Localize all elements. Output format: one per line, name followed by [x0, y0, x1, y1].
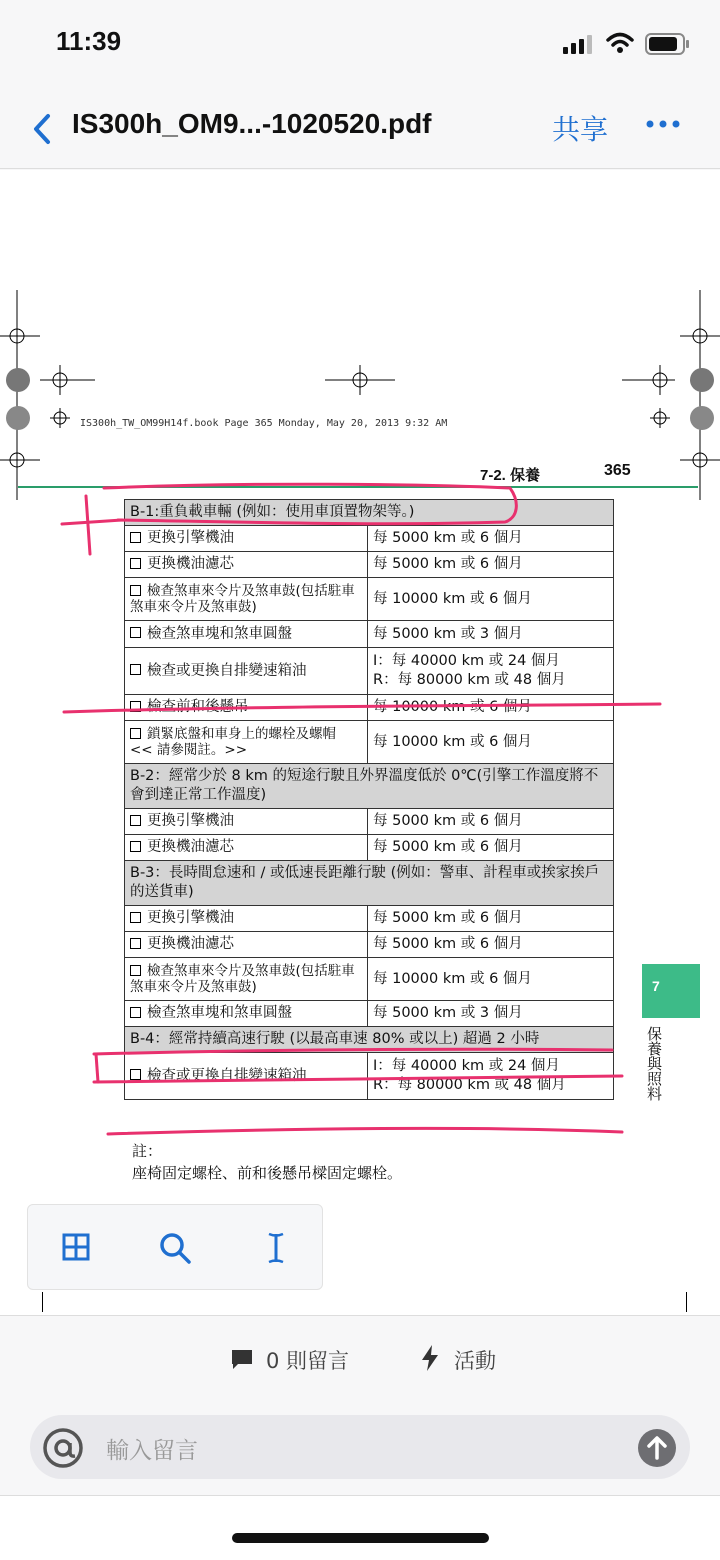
battery-icon [645, 33, 691, 55]
share-button[interactable]: 共享 [552, 113, 609, 146]
b3-header: B-3：長時間怠速和 / 或低速長距離行駛 (例如：警車、計程車或挨家挨戶的送貨車) [125, 861, 614, 906]
note-heading: 註： [132, 1142, 163, 1160]
note-text: 座椅固定螺栓、前和後懸吊樑固定螺栓。 [132, 1164, 403, 1182]
table-row: 更換引擎機油 每 5000 km 或 6 個月 [125, 906, 614, 932]
pen-annotations [0, 170, 720, 1315]
send-icon[interactable] [637, 1428, 677, 1468]
document-title: IS300h_OM9...-1020520.pdf [72, 108, 432, 139]
table-row: 檢查前和後懸吊 每 10000 km 或 6 個月 [125, 695, 614, 721]
table-row: 檢查煞車塊和煞車圓盤 每 5000 km 或 3 個月 [125, 621, 614, 648]
activity-button[interactable]: 活動 [454, 1349, 496, 1373]
more-icon[interactable] [645, 114, 681, 134]
table-row: 更換機油濾芯 每 5000 km 或 6 個月 [125, 932, 614, 958]
nav-bar [0, 90, 720, 169]
table-row: 更換機油濾芯 每 5000 km 或 6 個月 [125, 835, 614, 861]
chevron-left-icon[interactable] [28, 112, 58, 146]
activity-icon [420, 1344, 440, 1372]
table-row: 更換機油濾芯 每 5000 km 或 6 個月 [125, 552, 614, 578]
table-row: 檢查煞車來令片及煞車鼓(包括駐車煞車來令片及煞車鼓) 每 10000 km 或 6 個月 [125, 958, 614, 1001]
table-row: 檢查煞車來令片及煞車鼓(包括駐車煞車來令片及煞車鼓) 每 10000 km 或 6 個月 [125, 578, 614, 621]
section-header: 7-2. 保養 [480, 467, 541, 484]
book-info-line: IS300h_TW_OM99H14f.book Page 365 Monday, May 20, 2013 9:32 AM [80, 418, 448, 429]
b1-header: B-1:重負載車輛 (例如：使用車頂置物架等。) [125, 500, 614, 526]
grid-icon[interactable] [62, 1233, 90, 1261]
chapter-label: 保養與照料 [645, 1026, 663, 1101]
search-icon[interactable] [158, 1231, 192, 1265]
crop-mark [686, 1292, 687, 1312]
page-number: 365 [604, 462, 631, 479]
comment-input-placeholder: 輸入留言 [106, 1438, 198, 1464]
home-area [0, 1495, 720, 1560]
b2-header: B-2：經常少於 8 km 的短途行駛且外界溫度低於 0℃(引擎工作溫度將不會到達正常工作溫度) [125, 764, 614, 809]
home-indicator[interactable] [232, 1533, 489, 1543]
chapter-tab: 7 [642, 964, 700, 1018]
pdf-page[interactable] [0, 170, 720, 1315]
crop-mark [42, 1292, 43, 1312]
table-row: 鎖緊底盤和車身上的螺栓及螺帽 << 請參閱註。>> 每 10000 km 或 6 個月 [125, 721, 614, 764]
b4-header: B-4：經常持續高速行駛 (以最高車速 80% 或以上) 超過 2 小時 [125, 1027, 614, 1053]
signal-icon [563, 34, 597, 54]
table-row: 更換引擎機油 每 5000 km 或 6 個月 [125, 526, 614, 552]
comment-icon [230, 1348, 254, 1370]
table-row: 檢查或更換自排變速箱油 I：每 40000 km 或 24 個月 R：每 80000 km 或 48 個月 [125, 648, 614, 695]
pdf-toolbar [27, 1204, 323, 1290]
at-icon[interactable] [42, 1427, 84, 1469]
table-row: 更換引擎機油 每 5000 km 或 6 個月 [125, 809, 614, 835]
table-row: 檢查或更換自排變速箱油 I：每 40000 km 或 24 個月 R：每 80000 km 或 48 個月 [125, 1053, 614, 1100]
comments-count[interactable]: 0 則留言 [266, 1349, 350, 1373]
table-row: 檢查煞車塊和煞車圓盤 每 5000 km 或 3 個月 [125, 1001, 614, 1027]
wifi-icon [606, 32, 634, 54]
status-time: 11:39 [56, 26, 122, 56]
text-cursor-icon[interactable] [266, 1231, 286, 1265]
comment-bar [0, 1315, 720, 1416]
